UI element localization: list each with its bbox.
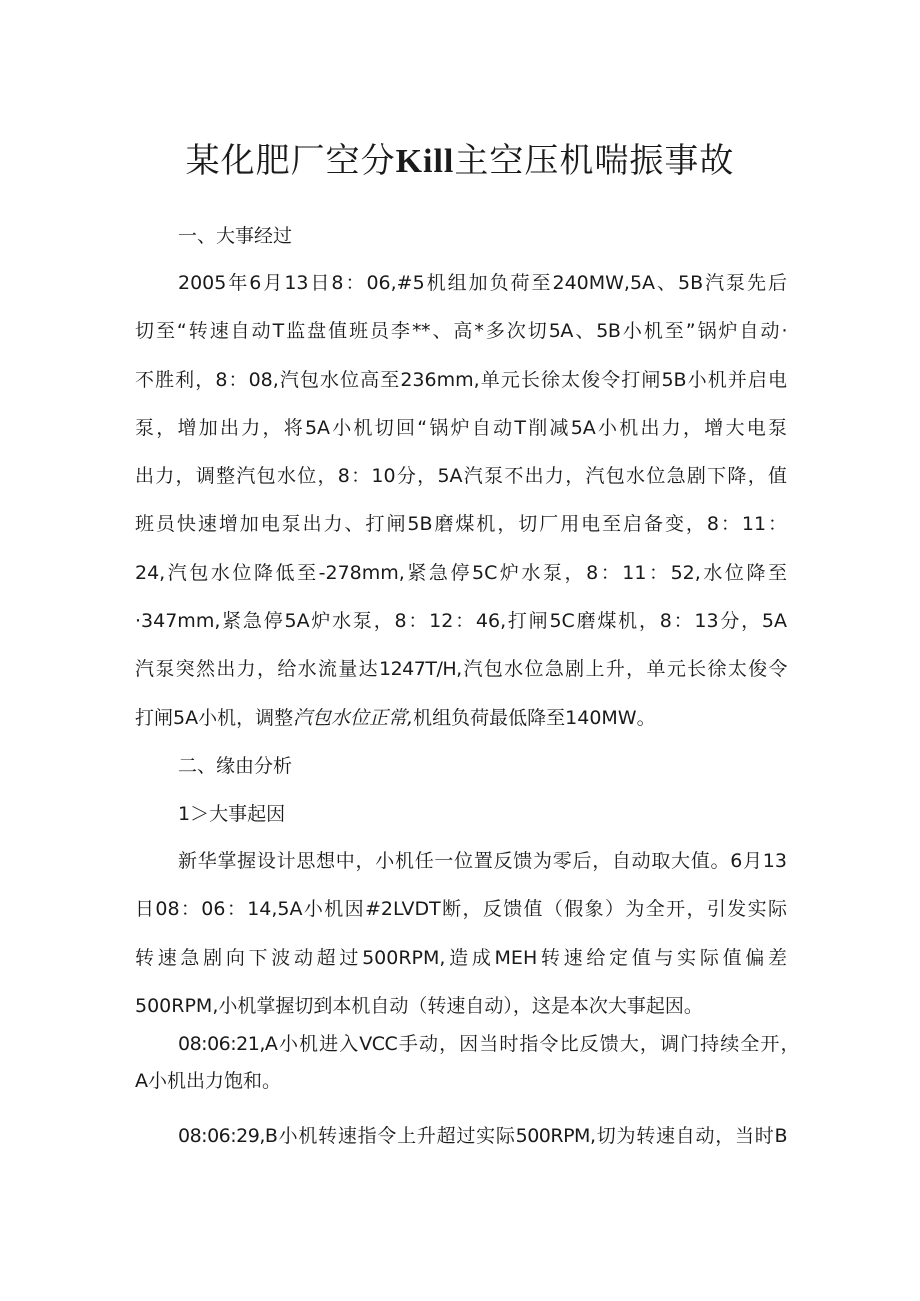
paragraph-line: 转速急剧向下波动超过500RPM,造成MEH转速给定值与实际值偏差 <box>135 946 787 969</box>
cause-paragraph <box>135 837 787 1030</box>
paragraph-line: 500RPM,小机掌握切到本机自动（转速自动），这是本次大事起因。 <box>135 994 703 1017</box>
paragraph-line: 不胜利，8：08,汽包水位高至236mm,单元长徐太俊令打闸5B小机并启电 <box>135 368 787 391</box>
last-line-start: 打闸5A小机，调整 <box>135 706 294 729</box>
paragraph-line: ·347mm,紧急停5A炉水泵，8：12：46,打闸5C磨煤机，8：13分，5A <box>135 610 787 633</box>
title-suffix: 主空压机喘振事故 <box>454 141 735 181</box>
paragraph-line: 新华掌握设计思想中，小机任一位置反馈为零后，自动取大值。6月13 <box>178 850 787 872</box>
paragraph-line: 日08：06：14,5A小机因#2LVDT断，反馈值（假象）为全开，引发实际 <box>135 898 787 921</box>
paragraph-line: 08:06:21,A小机进入VCC手动，因当时指令比反馈大，调门持续全开， <box>178 1033 799 1055</box>
paragraph-line: 08:06:29,B小机转速指令上升超过实际500RPM,切为转速自动，当时B <box>178 1125 787 1147</box>
paragraph-line: 24,汽包水位降低至-278mm,紧急停5C炉水泵，8：11：52,水位降至 <box>135 561 787 584</box>
section-heading-2: 二、缘由分析 <box>178 755 293 777</box>
title-latin: Kill <box>395 143 455 180</box>
last-line-italic: 汽包水位正常, <box>293 706 414 729</box>
paragraph-a <box>135 1026 799 1100</box>
paragraph-line <box>135 694 787 742</box>
section1-paragraph <box>135 259 787 742</box>
paragraph-line: 泵，增加出力，将5A小机切回“锅炉自动T削减5A小机出力，增大电泵 <box>135 416 787 439</box>
paragraph-line: A小机出力饱和。 <box>135 1070 281 1092</box>
paragraph-line: 汽泵突然出力，给水流量达1247T/H,汽包水位急剧上升，单元长徐太俊令 <box>135 658 787 681</box>
subsection-heading: 1＞大事起因 <box>178 803 286 825</box>
last-line-end: 机组负荷最低降至140MW。 <box>413 706 656 729</box>
paragraph-b <box>135 1118 787 1155</box>
paragraph-line: 出力，调整汽包水位，8：10分，5A汽泵不出力，汽包水位急剧下降，值 <box>135 465 787 488</box>
section-heading-1: 一、大事经过 <box>178 225 293 247</box>
paragraph-line: 班员快速增加电泵出力、打闸5B磨煤机，切厂用电至启备变，8：11： <box>135 513 787 536</box>
title-prefix: 某化肥厂空分 <box>185 141 396 181</box>
paragraph-line: 2005年6月13日8：06,#5机组加负荷至240MW,5A、5B汽泵先后 <box>178 272 787 294</box>
page-title <box>0 138 920 185</box>
paragraph-line: 切至“转速自动T监盘值班员李**、高*多次切5A、5B小机至”锅炉自动· <box>135 320 787 343</box>
